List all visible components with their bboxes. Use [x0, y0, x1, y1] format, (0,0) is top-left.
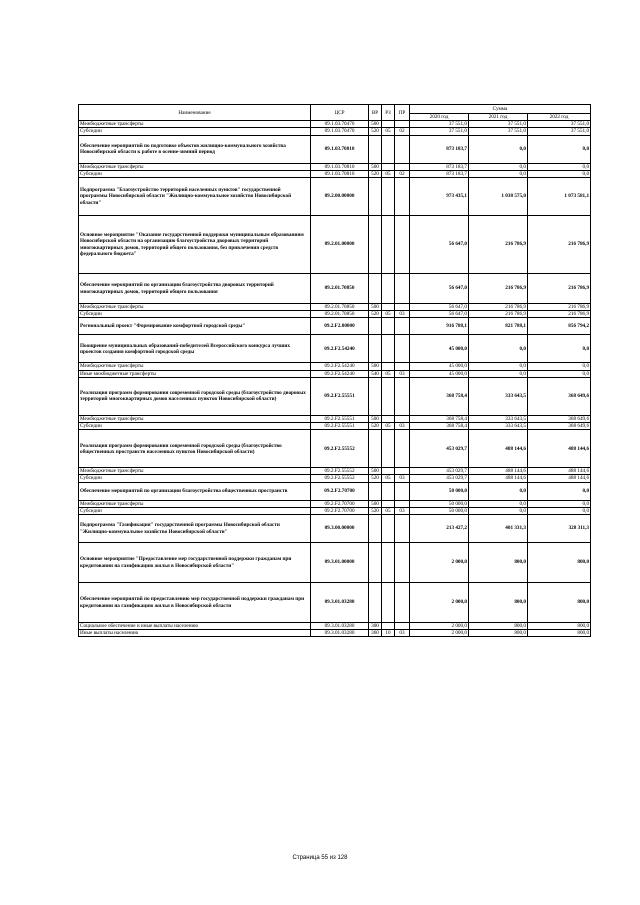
row-rz [382, 623, 395, 630]
row-amount-2022: 488 144,6 [528, 468, 591, 475]
row-pr [395, 623, 410, 630]
row-rz [382, 583, 395, 623]
row-amount-2021: 0,0 [469, 370, 528, 377]
table-body [79, 121, 591, 637]
row-pr [395, 415, 410, 422]
row-amount-2022: 216 786,9 [528, 274, 591, 304]
row-pr [395, 304, 410, 311]
row-amount-2022: 0,0 [528, 363, 591, 370]
row-amount-2022: 0,0 [528, 507, 591, 514]
row-csr: 09.1.03.70470 [311, 128, 369, 135]
row-csr: 09.2.01.70850 [311, 311, 369, 318]
row-rz [382, 430, 395, 468]
row-amount-2021: 821 788,1 [469, 318, 528, 335]
row-name: Субсидии [79, 423, 311, 430]
row-csr: 09.2.01.70850 [311, 274, 369, 304]
row-amount-2021: 37 551,0 [469, 121, 528, 128]
table-row [79, 318, 591, 335]
row-amount-2020: 50 000,0 [410, 500, 469, 507]
row-rz [382, 318, 395, 335]
row-name: Межбюджетные трансферты [79, 415, 311, 422]
row-amount-2020: 56 647,0 [410, 216, 469, 274]
row-vr: 500 [369, 415, 382, 422]
row-pr: 02 [395, 170, 410, 177]
row-pr: 03 [395, 370, 410, 377]
row-pr: 03 [395, 475, 410, 482]
row-name: Подпрограмма "Благоустройство территорий населенных пунктов" государственной программы Новосибирской области "Жилищно-коммунальное хозяйство Новосибирской области" [79, 178, 311, 216]
row-amount-2021: 333 643,5 [469, 423, 528, 430]
row-vr: 520 [369, 170, 382, 177]
row-pr: 03 [395, 311, 410, 318]
row-name: Межбюджетные трансферты [79, 500, 311, 507]
header-rz: РЗ [382, 105, 395, 121]
row-amount-2021: 0,0 [469, 170, 528, 177]
row-vr: 500 [369, 163, 382, 170]
row-name: Межбюджетные трансферты [79, 363, 311, 370]
row-amount-2021: 216 786,9 [469, 311, 528, 318]
row-rz [382, 468, 395, 475]
row-csr: 09.2.F2.54240 [311, 370, 369, 377]
table-row [79, 430, 591, 468]
page-number: Страница 55 из 128 [292, 855, 348, 861]
row-name: Обеспечение мероприятий по подготовке объектов жилищно-коммунального хозяйства Новосибирской области к работе в осенне-зимний период [79, 135, 311, 163]
row-rz [382, 515, 395, 543]
row-vr: 500 [369, 363, 382, 370]
budget-table [78, 104, 591, 637]
row-amount-2021: 800,0 [469, 543, 528, 583]
row-pr: 03 [395, 423, 410, 430]
row-rz [382, 500, 395, 507]
row-csr: 09.1.03.70470 [311, 121, 369, 128]
row-amount-2020: 916 788,1 [410, 318, 469, 335]
row-amount-2020: 50 000,0 [410, 507, 469, 514]
row-name: Поощрение муниципальных образований-победителей Всероссийского конкурса лучших проектов создания комфортной городской среды [79, 335, 311, 363]
row-amount-2022: 0,0 [528, 135, 591, 163]
row-amount-2022: 216 786,9 [528, 216, 591, 274]
row-name: Субсидии [79, 311, 311, 318]
row-vr [369, 377, 382, 415]
row-amount-2022: 37 551,0 [528, 128, 591, 135]
row-amount-2021: 37 551,0 [469, 128, 528, 135]
row-amount-2022: 0,0 [528, 482, 591, 500]
row-amount-2020: 973 435,1 [410, 178, 469, 216]
row-csr: 09.2.F2.55552 [311, 430, 369, 468]
header-sum: Сумма [410, 105, 591, 114]
row-rz: 10 [382, 630, 395, 637]
row-vr: 500 [369, 500, 382, 507]
row-name: Основное мероприятие "Оказание государственной поддержки муниципальным образованиям Новосибирской области на организацию благоустройства дворовых территорий многоквартирных домов, территорий общего пользования, без привлечения средств федерального бюджета" [79, 216, 311, 274]
row-csr: 09.1.03.70810 [311, 163, 369, 170]
row-name: Межбюджетные трансферты [79, 121, 311, 128]
row-amount-2022: 216 786,9 [528, 311, 591, 318]
row-amount-2022: 216 786,9 [528, 304, 591, 311]
row-amount-2022: 0,0 [528, 163, 591, 170]
row-amount-2020: 2 000,0 [410, 543, 469, 583]
row-rz [382, 178, 395, 216]
row-amount-2022: 800,0 [528, 630, 591, 637]
row-vr [369, 318, 382, 335]
row-pr [395, 468, 410, 475]
row-csr: 09.2.F2.55551 [311, 423, 369, 430]
row-pr [395, 583, 410, 623]
row-amount-2020: 368 758,4 [410, 423, 469, 430]
row-name: Обеспечение мероприятий по организации благоустройства дворовых территорий многоквартирных домов, территорий общего пользования [79, 274, 311, 304]
row-csr: 09.2.F2.00000 [311, 318, 369, 335]
header-pr: ПР [395, 105, 410, 121]
row-name: Межбюджетные трансферты [79, 163, 311, 170]
row-pr [395, 216, 410, 274]
table-row [79, 363, 591, 370]
row-name: Субсидии [79, 475, 311, 482]
row-rz: 05 [382, 475, 395, 482]
row-pr [395, 515, 410, 543]
row-rz [382, 304, 395, 311]
row-csr: 09.2.F2.55551 [311, 377, 369, 415]
row-pr [395, 121, 410, 128]
row-csr: 09.2.F2.55552 [311, 475, 369, 482]
row-amount-2021: 488 144,6 [469, 475, 528, 482]
row-amount-2020: 453 029,7 [410, 430, 469, 468]
row-name: Реализация программ формирования современной городской среды (благоустройство дворовых территорий многоквартирных домов населенных пунктов Новосибирской области) [79, 377, 311, 415]
table-row [79, 623, 591, 630]
row-pr [395, 430, 410, 468]
row-amount-2022: 856 794,2 [528, 318, 591, 335]
row-csr: 09.3.01.03280 [311, 623, 369, 630]
header-csr: ЦСР [311, 105, 369, 121]
row-vr [369, 216, 382, 274]
row-csr: 09.3.01.03280 [311, 630, 369, 637]
row-rz: 05 [382, 311, 395, 318]
row-amount-2020: 368 758,4 [410, 377, 469, 415]
row-amount-2020: 213 427,2 [410, 515, 469, 543]
row-amount-2020: 45 000,0 [410, 335, 469, 363]
row-rz [382, 415, 395, 422]
row-amount-2022: 1 073 581,1 [528, 178, 591, 216]
row-amount-2022: 0,0 [528, 170, 591, 177]
row-csr: 09.2.01.70850 [311, 304, 369, 311]
row-vr [369, 430, 382, 468]
row-amount-2020: 45 000,0 [410, 363, 469, 370]
row-csr: 09.2.01.00000 [311, 216, 369, 274]
row-vr: 500 [369, 121, 382, 128]
table-row [79, 274, 591, 304]
row-amount-2021: 0,0 [469, 363, 528, 370]
row-rz [382, 216, 395, 274]
row-vr [369, 135, 382, 163]
row-amount-2021: 1 038 575,0 [469, 178, 528, 216]
row-amount-2022: 368 649,6 [528, 415, 591, 422]
row-csr: 09.2.F2.54240 [311, 335, 369, 363]
row-amount-2021: 333 643,5 [469, 415, 528, 422]
row-csr: 09.2.F2.70700 [311, 507, 369, 514]
row-pr [395, 335, 410, 363]
row-amount-2022: 800,0 [528, 623, 591, 630]
table-row [79, 335, 591, 363]
row-pr [395, 135, 410, 163]
header-year-2020: 2020 год [410, 114, 469, 121]
row-pr: 03 [395, 507, 410, 514]
row-csr: 09.1.03.70810 [311, 135, 369, 163]
row-amount-2022: 488 144,6 [528, 430, 591, 468]
header-vr: ВР [369, 105, 382, 121]
row-amount-2021: 0,0 [469, 135, 528, 163]
row-name: Иные выплаты населению [79, 630, 311, 637]
row-csr: 09.2.F2.55552 [311, 468, 369, 475]
row-rz [382, 363, 395, 370]
table-row [79, 128, 591, 135]
table-row [79, 475, 591, 482]
row-pr [395, 377, 410, 415]
row-amount-2022: 0,0 [528, 500, 591, 507]
row-name: Реализация программ формирования современной городской среды (благоустройство общественных пространств населенных пунктов Новосибирской области) [79, 430, 311, 468]
row-amount-2021: 800,0 [469, 583, 528, 623]
header-year-2022: 2022 год [528, 114, 591, 121]
row-amount-2021: 488 144,6 [469, 468, 528, 475]
row-vr: 520 [369, 423, 382, 430]
row-amount-2020: 453 029,7 [410, 475, 469, 482]
table-row [79, 468, 591, 475]
row-amount-2020: 37 551,0 [410, 121, 469, 128]
row-pr: 03 [395, 630, 410, 637]
row-vr: 520 [369, 475, 382, 482]
table-row [79, 216, 591, 274]
row-pr [395, 482, 410, 500]
row-vr: 520 [369, 311, 382, 318]
row-amount-2021: 216 786,9 [469, 216, 528, 274]
row-amount-2020: 873 183,7 [410, 163, 469, 170]
table-row [79, 178, 591, 216]
row-csr: 09.1.03.70810 [311, 170, 369, 177]
row-vr [369, 543, 382, 583]
row-amount-2020: 56 647,0 [410, 311, 469, 318]
row-rz: 05 [382, 128, 395, 135]
row-vr: 500 [369, 304, 382, 311]
row-name: Субсидии [79, 170, 311, 177]
row-vr: 520 [369, 507, 382, 514]
row-vr: 540 [369, 370, 382, 377]
row-amount-2021: 401 331,3 [469, 515, 528, 543]
row-rz [382, 274, 395, 304]
row-pr [395, 318, 410, 335]
row-amount-2021: 488 144,6 [469, 430, 528, 468]
row-amount-2021: 0,0 [469, 500, 528, 507]
row-amount-2022: 368 649,6 [528, 377, 591, 415]
row-vr [369, 178, 382, 216]
row-name: Межбюджетные трансферты [79, 304, 311, 311]
row-vr: 360 [369, 630, 382, 637]
row-vr [369, 583, 382, 623]
row-name: Социальное обеспечение и иные выплаты населению [79, 623, 311, 630]
row-rz [382, 121, 395, 128]
row-pr [395, 163, 410, 170]
row-amount-2020: 37 551,0 [410, 128, 469, 135]
row-amount-2022: 37 551,0 [528, 121, 591, 128]
row-name: Основное мероприятие "Предоставление мер государственной поддержки гражданам при кредитовании на газификацию жилья в Новосибирской области" [79, 543, 311, 583]
row-vr [369, 335, 382, 363]
row-csr: 09.2.F2.70700 [311, 482, 369, 500]
row-amount-2020: 2 000,0 [410, 630, 469, 637]
row-name: Иные межбюджетные трансферты [79, 370, 311, 377]
row-amount-2020: 2 000,0 [410, 623, 469, 630]
row-name: Межбюджетные трансферты [79, 468, 311, 475]
table-row [79, 507, 591, 514]
row-csr: 09.2.F2.70700 [311, 500, 369, 507]
header-name: Наименование [79, 105, 311, 121]
row-pr [395, 178, 410, 216]
row-rz [382, 543, 395, 583]
row-amount-2021: 800,0 [469, 630, 528, 637]
row-amount-2020: 873 183,7 [410, 135, 469, 163]
row-amount-2020: 56 647,0 [410, 304, 469, 311]
row-amount-2020: 453 029,7 [410, 468, 469, 475]
table-row [79, 583, 591, 623]
row-pr [395, 363, 410, 370]
row-amount-2022: 0,0 [528, 335, 591, 363]
table-row [79, 311, 591, 318]
table-row [79, 121, 591, 128]
table-row [79, 630, 591, 637]
row-amount-2021: 333 643,5 [469, 377, 528, 415]
row-rz [382, 163, 395, 170]
header-year-2021: 2021 год [469, 114, 528, 121]
row-amount-2022: 368 649,6 [528, 423, 591, 430]
row-amount-2021: 0,0 [469, 507, 528, 514]
table-row [79, 370, 591, 377]
row-amount-2022: 800,0 [528, 583, 591, 623]
row-name: Региональный проект "Формирование комфортной городской среды" [79, 318, 311, 335]
row-rz: 05 [382, 170, 395, 177]
row-csr: 09.2.F2.54240 [311, 363, 369, 370]
row-name: Обеспечение мероприятий по организации благоустройства общественных пространств [79, 482, 311, 500]
row-amount-2020: 50 000,0 [410, 482, 469, 500]
row-name: Подпрограмма "Газификация" государственной программы Новосибирской области "Жилищно-коммунальное хозяйство Новосибирской области" [79, 515, 311, 543]
row-amount-2021: 0,0 [469, 335, 528, 363]
table-row [79, 377, 591, 415]
table-row [79, 423, 591, 430]
row-rz: 05 [382, 423, 395, 430]
row-vr: 520 [369, 128, 382, 135]
row-vr: 500 [369, 468, 382, 475]
row-rz: 05 [382, 370, 395, 377]
row-name: Субсидии [79, 507, 311, 514]
row-name: Обеспечение мероприятий по предоставлению мер государственной поддержки гражданам при кредитовании на газификацию жилья в Новосибирской области [79, 583, 311, 623]
row-amount-2021: 0,0 [469, 482, 528, 500]
table-row [79, 163, 591, 170]
row-amount-2022: 0,0 [528, 370, 591, 377]
row-pr [395, 274, 410, 304]
header-row [79, 105, 591, 114]
row-pr: 02 [395, 128, 410, 135]
row-amount-2022: 488 144,6 [528, 475, 591, 482]
row-pr [395, 500, 410, 507]
table-row [79, 304, 591, 311]
row-csr: 09.2.F2.55551 [311, 415, 369, 422]
table-row [79, 482, 591, 500]
row-vr [369, 482, 382, 500]
row-vr [369, 274, 382, 304]
row-csr: 09.3.01.03280 [311, 583, 369, 623]
table-row [79, 543, 591, 583]
table-row [79, 135, 591, 163]
row-amount-2022: 800,0 [528, 543, 591, 583]
row-amount-2020: 873 183,7 [410, 170, 469, 177]
row-vr [369, 515, 382, 543]
row-amount-2022: 328 311,3 [528, 515, 591, 543]
table-row [79, 515, 591, 543]
row-rz [382, 135, 395, 163]
row-csr: 09.3.01.00000 [311, 543, 369, 583]
row-csr: 09.2.00.00000 [311, 178, 369, 216]
row-vr: 300 [369, 623, 382, 630]
row-rz: 05 [382, 507, 395, 514]
row-rz [382, 335, 395, 363]
table-row [79, 415, 591, 422]
row-amount-2020: 368 758,4 [410, 415, 469, 422]
table-row [79, 500, 591, 507]
row-pr [395, 543, 410, 583]
row-amount-2021: 216 786,9 [469, 304, 528, 311]
row-amount-2020: 2 000,0 [410, 583, 469, 623]
row-rz [382, 482, 395, 500]
table-row [79, 170, 591, 177]
row-amount-2021: 800,0 [469, 623, 528, 630]
row-amount-2020: 56 647,0 [410, 274, 469, 304]
row-rz [382, 377, 395, 415]
row-amount-2020: 45 000,0 [410, 370, 469, 377]
row-name: Субсидии [79, 128, 311, 135]
row-csr: 09.3.00.00000 [311, 515, 369, 543]
row-amount-2021: 0,0 [469, 163, 528, 170]
row-amount-2021: 216 786,9 [469, 274, 528, 304]
